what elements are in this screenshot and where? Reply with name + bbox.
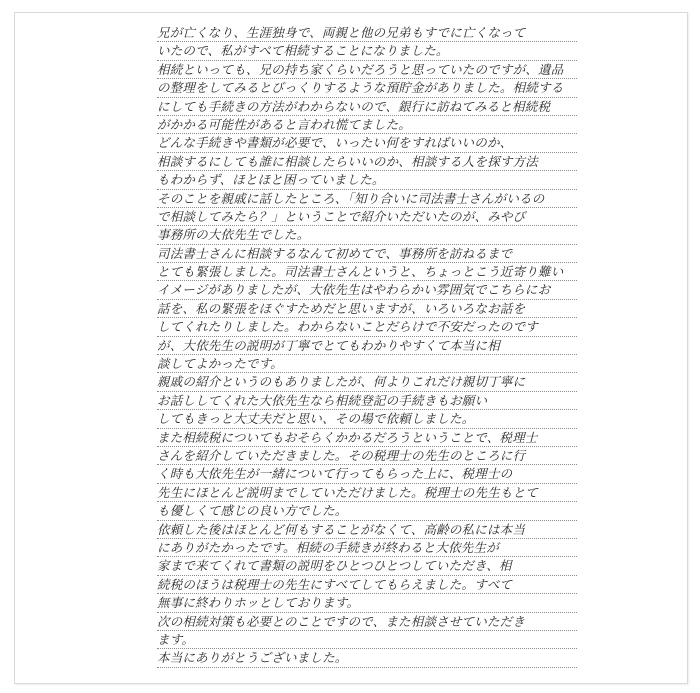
letter-line: 家まで来てくれて書類の説明をひとつひとつしていただき、相 xyxy=(157,557,577,575)
letter-line: そのことを親戚に話したところ、「知り合いに司法書士さんがいるの xyxy=(157,190,577,208)
handwritten-letter xyxy=(157,24,577,668)
letter-line: が、大依先生の説明が丁寧でとてもわかりやすくて本当に相 xyxy=(157,337,577,355)
letter-line: イメージがありましたが、大依先生はやわらかい雰囲気でこちらにお xyxy=(157,281,577,299)
letter-line: とても緊張しました。司法書士さんというと、ちょっとこう近寄り難い xyxy=(157,263,577,281)
letter-line: 無事に終わりホッとしております。 xyxy=(157,594,577,612)
letter-line: 談してよかったです。 xyxy=(157,355,577,373)
letter-line: お話ししてくれた大依先生なら相続登記の手続きもお願い xyxy=(157,392,577,410)
letter-line: してくれたりしました。わからないことだらけで不安だったのです xyxy=(157,318,577,336)
letter-line: 次の相続対策も必要とのことですので、また相談させていただき xyxy=(157,613,577,631)
letter-line: 先生にほとんど説明までしていただけました。税理士の先生もとて xyxy=(157,484,577,502)
letter-line: 兄が亡くなり、生涯独身で、両親と他の兄弟もすでに亡くなって xyxy=(157,24,577,42)
letter-line: 司法書士さんに相談するなんて初めてで、事務所を訪ねるまで xyxy=(157,245,577,263)
letter-line: も優しくて感じの良い方でした。 xyxy=(157,502,577,520)
letter-line: く時も大依先生が一緒について行ってもらった上に、税理士の xyxy=(157,465,577,483)
letter-line: いたので、私がすべて相続することになりました。 xyxy=(157,42,577,60)
letter-sheet xyxy=(14,12,688,684)
letter-line: さんを紹介していただきました。その税理士の先生のところに行 xyxy=(157,447,577,465)
letter-line: にしても手続きの方法がわからないので、銀行に訪ねてみると相続税 xyxy=(157,98,577,116)
letter-line: ます。 xyxy=(157,631,577,649)
letter-line: の整理をしてみるとびっくりするような預貯金がありました。相続する xyxy=(157,79,577,97)
letter-line: 本当にありがとうございました。 xyxy=(157,649,577,667)
letter-line: 事務所の大依先生でした。 xyxy=(157,226,577,244)
letter-line: また相続税についてもおそらくかかるだろうということで、税理士 xyxy=(157,429,577,447)
letter-line: にありがたかったです。相続の手続きが終わると大依先生が xyxy=(157,539,577,557)
letter-line: 話を、私の緊張をほぐすためだと思いますが、いろいろなお話を xyxy=(157,300,577,318)
letter-line: 親戚の紹介というのもありましたが、何よりこれだけ親切丁寧に xyxy=(157,373,577,391)
letter-line: 相続といっても、兄の持ち家くらいだろうと思っていたのですが、遺品 xyxy=(157,61,577,79)
letter-line: がかかる可能性があると言われ慌てました。 xyxy=(157,116,577,134)
letter-line: 続税のほうは税理士の先生にすべてしてもらえました。すべて xyxy=(157,576,577,594)
letter-line: で相談してみたら？」ということで紹介いただいたのが、みやび xyxy=(157,208,577,226)
letter-line: 相談するにしても誰に相談したらいいのか、相談する人を探す方法 xyxy=(157,153,577,171)
letter-line: 依頼した後はほとんど何もすることがなくて、高齢の私には本当 xyxy=(157,521,577,539)
letter-line: してもきっと大丈夫だと思い、その場で依頼しました。 xyxy=(157,410,577,428)
letter-line: どんな手続きや書類が必要で、いったい何をすればいいのか、 xyxy=(157,134,577,152)
letter-line: もわからず、ほとほと困っていました。 xyxy=(157,171,577,189)
